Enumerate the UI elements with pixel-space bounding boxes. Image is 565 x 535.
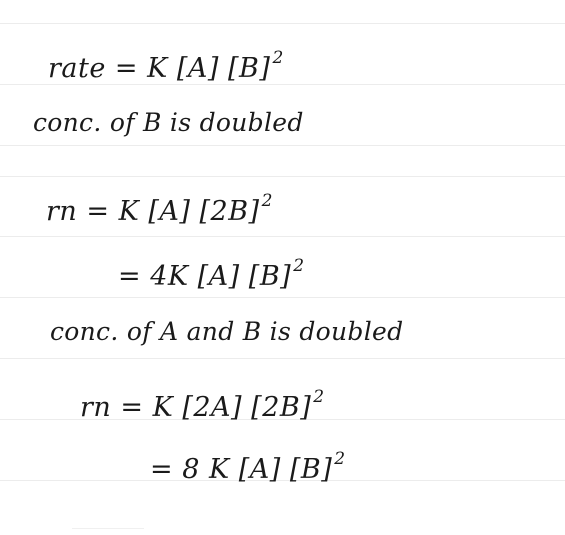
- ruled-line: [0, 358, 565, 359]
- condition-a-and-b-doubled-line: [50, 315, 403, 349]
- ruled-line: [0, 145, 565, 146]
- result-8k-exponent: 2: [334, 449, 346, 469]
- new-rate-b-doubled-line: [46, 188, 273, 229]
- bottom-mark: [72, 528, 144, 529]
- new-rate-a-b-doubled-line: [80, 384, 325, 425]
- result-4k-text: = 4K [A] [B]: [118, 261, 292, 292]
- result-4k-exponent: 2: [293, 256, 305, 276]
- condition-b-doubled-text: conc. of B is doubled: [33, 108, 304, 137]
- condition-a-and-b-doubled-text: conc. of A and B is doubled: [50, 317, 404, 346]
- new-rate-b-doubled-exponent: 2: [261, 191, 273, 211]
- ruled-line: [0, 236, 565, 237]
- rate-law-text: rate = K [A] [B]: [48, 53, 271, 84]
- result-8k-line: [150, 446, 346, 487]
- new-rate-a-b-doubled-exponent: 2: [313, 387, 325, 407]
- rate-law-line: [48, 45, 284, 86]
- ruled-line: [0, 23, 565, 24]
- new-rate-a-b-doubled-text: rn = K [2A] [2B]: [80, 392, 312, 423]
- ruled-line: [0, 176, 565, 177]
- result-8k-text: = 8 K [A] [B]: [150, 454, 333, 485]
- new-rate-b-doubled-text: rn = K [A] [2B]: [46, 196, 260, 227]
- rate-law-exponent: 2: [272, 48, 284, 68]
- ruled-line: [0, 297, 565, 298]
- result-4k-line: [118, 253, 305, 294]
- condition-b-doubled-line: [33, 106, 304, 140]
